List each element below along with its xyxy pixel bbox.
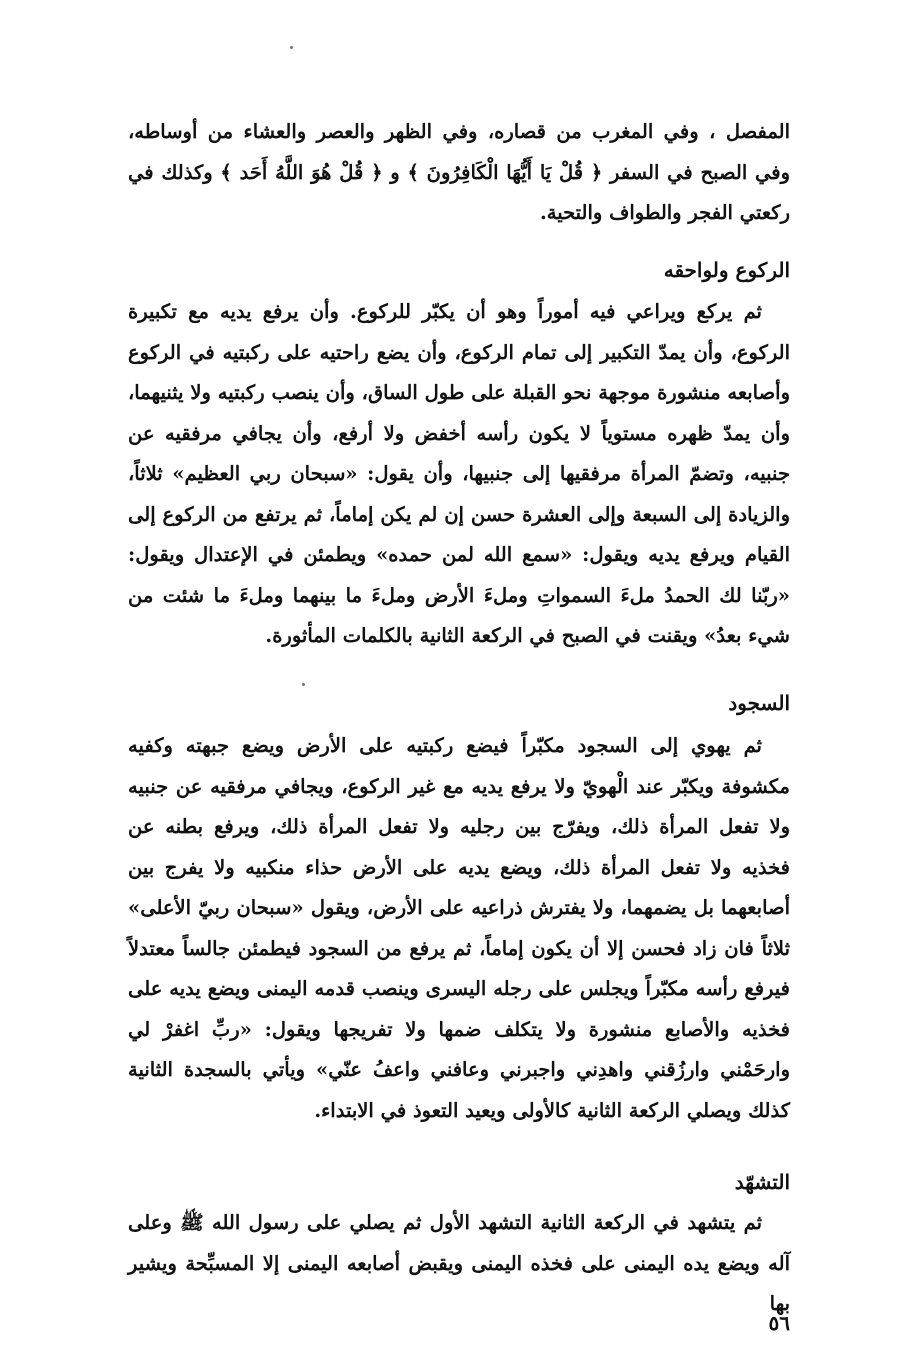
ruku-body-block [128,292,790,657]
sujud-heading-block [128,683,790,723]
sujud-body-block [128,726,790,1131]
ruku-paragraph: ثم يركع ويراعي فيه أموراً وهو أن يكبّر للركوع. وأن يرفع يديه مع تكبيرة الركوع، وأن يمدّ التكبير إلى تمام الركوع، وأن يضع راحتيه على ركبتيه في الركوع وأصابعه منشورة موجهة نحو القبلة على طول الساق، وأن ينصب ركبتيه ولا يثنيهما، وأن يمدّ ظهره مستوياً لا يكون رأسه أخفض ولا أرفع، وأن يجافي مرفقيه عن جنبيه، وتضمّ المرأة مرفقيها إلى جنبيها، وأن يقول: «سبحان ربي العظيم» ثلاثاً، والزيادة إلى السبعة وإلى العشرة حسن إن لم يكن إماماً، ثم يرتفع من الركوع إلى القيام ويرفع يديه ويقول: «سمع الله لمن حمده» ويطمئن في الإعتدال ويقول: «ربّنا لك الحمدُ ملءَ السمواتِ وملءَ الأرض وملءَ ما بينهما وملءَ ما شئت من شيء بعدُ» ويقنت في الصبح في الركعة الثانية بالكلمات المأثورة. [128,300,790,647]
ruku-heading-block [128,250,790,290]
section-heading-tashahhud: التشهّد [734,1170,790,1194]
print-speck [290,46,293,49]
section-heading-ruku: الركوع ولواحقه [663,258,790,282]
sujud-paragraph: ثم يهوي إلى السجود مكبّراً فيضع ركبتيه على الأرض ويضع جبهته وكفيه مكشوفة ويكبّر عند الْهويّ ولا يرفع يديه مع غير الركوع، ويجافي مرفقيه عن جنبيه ولا تفعل المرأة ذلك، ويفرّج بين رجليه ولا تفعل المرأة ذلك، ويرفع بطنه عن فخذيه ولا تفعل المرأة ذلك، ويضع يديه على الأرض حذاء منكبيه ولا يفرج بين أصابعهما بل يضمهما، ولا يفترش ذراعيه على الأرض، ويقول «سبحان ربيّ الأعلى» ثلاثاً فان زاد فحسن إلا أن يكون إماماً، ثم يرفع من السجود فيطمئن جالساً معتدلاً فيرفع رأسه مكبّراً ويجلس على رجله اليسرى وينصب قدمه اليمنى ويضع يديه على فخذيه والأصابع منشورة ولا يتكلف ضمها ولا تفريجها ويقول: «ربِّ اغفرْ لي وارحَمْني وارزُقني واهدِني واجبرني وعافني واعفُ عنّي» ويأتي بالسجدة الثانية كذلك ويصلي الركعة الثانية كالأولى ويعيد التعوذ في الابتداء. [128,734,790,1122]
print-speck [302,683,305,686]
tashahhud-body-block [128,1203,790,1325]
page-number: ٥٦ [768,1311,790,1335]
tashahhud-heading-block [128,1162,790,1202]
tashahhud-paragraph: ثم يتشهد في الركعة الثانية التشهد الأول ثم يصلي على رسول الله ﷺ وعلى آله ويضع يده اليمنى على فخذه اليمنى ويقبض أصابعه اليمنى إلا المسبِّحة ويشير بها [128,1211,790,1315]
intro-paragraph: المفصل ، وفي المغرب من قصاره، وفي الظهر والعصر والعشاء من أوساطه، وفي الصبح في السفر ﴿ قُلْ يَا أَيُّهَا الْكَافِرُونَ ﴾ و ﴿ قُلْ هُوَ اللَّهُ أَحَد ﴾ وكذلك في ركعتي الفجر والطواف والتحية. [128,120,790,224]
intro-paragraph-block [128,112,790,234]
section-heading-sujud: السجود [728,691,790,715]
